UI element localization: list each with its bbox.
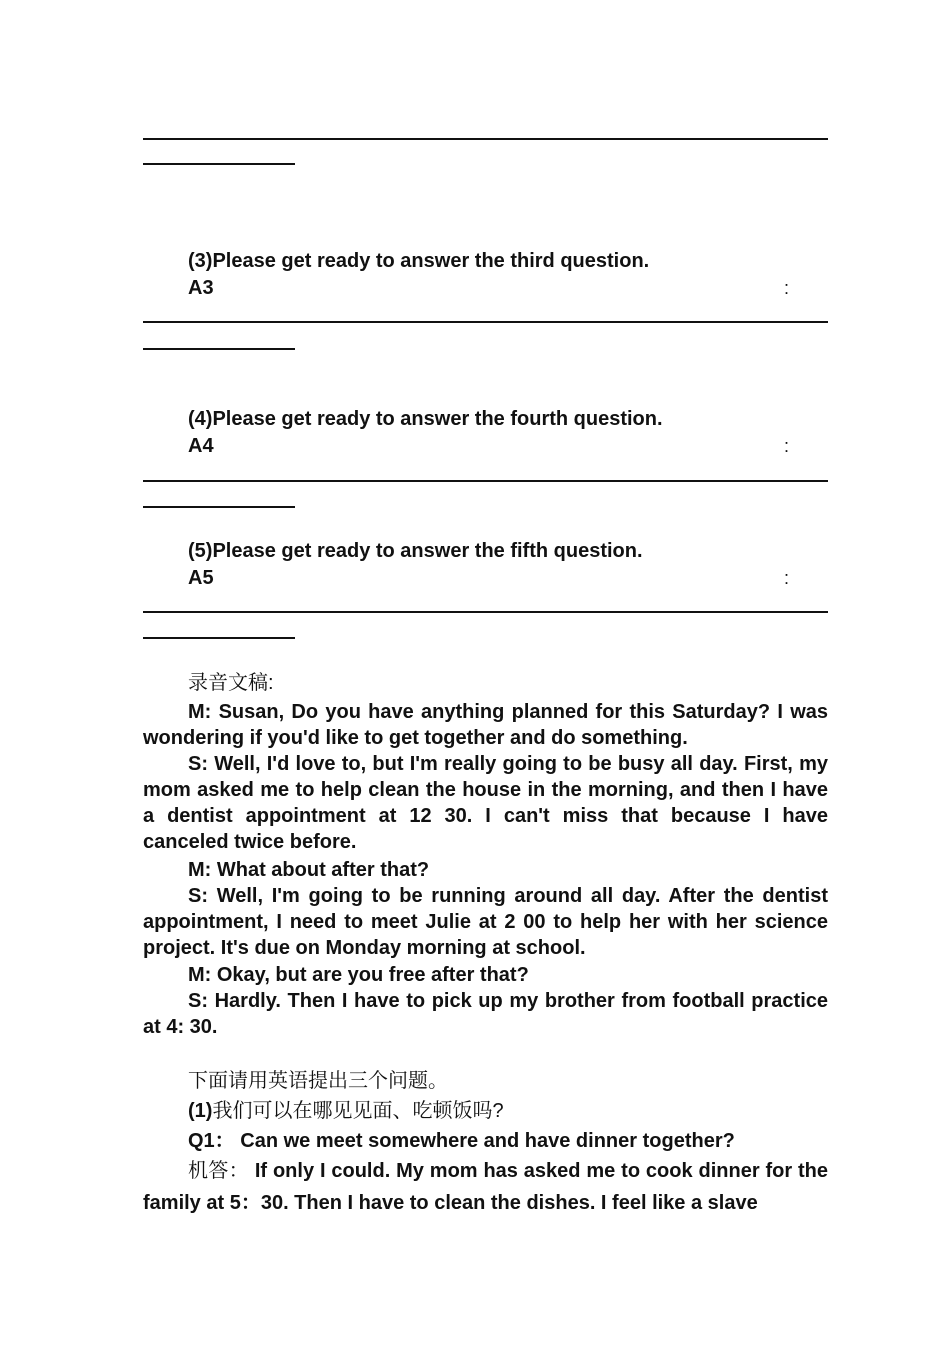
transcript-line: S: Well, I'm going to be running around all day. After the dentist appointment, I need to meet Julie at 2 00 to help her with her science project. It's due on Monday morning at school. [143, 885, 828, 959]
q1-label: Q1： [188, 1130, 235, 1152]
answer-label-a3: A3 [188, 277, 214, 299]
machine-answer-text: If only I could. My mom has asked me to cook dinner for the family at 5：30. Then I have to clean the dishes. I feel like a slave [143, 1160, 829, 1214]
answer-label-a4: A4 [188, 435, 214, 457]
transcript-line: M: Okay, but are you free after that? [188, 964, 529, 986]
answer-line [143, 138, 828, 140]
answer-line-short [143, 163, 295, 165]
question-1-number: (1) [188, 1100, 213, 1122]
section-instruction: 下面请用英语提出三个问题。 [188, 1070, 448, 1092]
question-4: (4)Please get ready to answer the fourth question. [188, 408, 663, 430]
answer-line [143, 321, 828, 323]
answer-line-short [143, 506, 295, 508]
question-3: (3)Please get ready to answer the third question. [188, 250, 650, 272]
answer-line [143, 480, 828, 482]
machine-answer [143, 1155, 828, 1219]
answer-line-short [143, 637, 295, 639]
question-1-chinese [188, 1098, 504, 1124]
transcript-line: S: Well, I'd love to, but I'm really going to be busy all day. First, my mom asked me to help clean the house in the morning, and then I have a dentist appointment at 12 30. I can't miss that because I have canceled twice before. [143, 753, 828, 853]
transcript-line: S: Hardly. Then I have to pick up my brother from football practice at 4: 30. [143, 990, 828, 1038]
question-1-text-cn: 我们可以在哪见见面、吃顿饭吗? [212, 1100, 504, 1122]
answer-colon: : [784, 568, 790, 588]
answer-line-short [143, 348, 295, 350]
transcript-line: M: Susan, Do you have anything planned for this Saturday? I was wondering if you'd like to get together and do something. [143, 701, 828, 749]
q1-text: Can we meet somewhere and have dinner together? [240, 1130, 735, 1152]
question-1-english [188, 1128, 735, 1154]
transcript-line: M: What about after that? [188, 859, 430, 881]
answer-colon: : [784, 436, 790, 456]
answer-colon: : [784, 278, 790, 298]
answer-line [143, 611, 828, 613]
machine-answer-label: 机答： [188, 1160, 249, 1182]
question-5: (5)Please get ready to answer the fifth question. [188, 540, 643, 562]
answer-label-a5: A5 [188, 567, 214, 589]
transcript-heading: 录音文稿: [188, 672, 274, 694]
